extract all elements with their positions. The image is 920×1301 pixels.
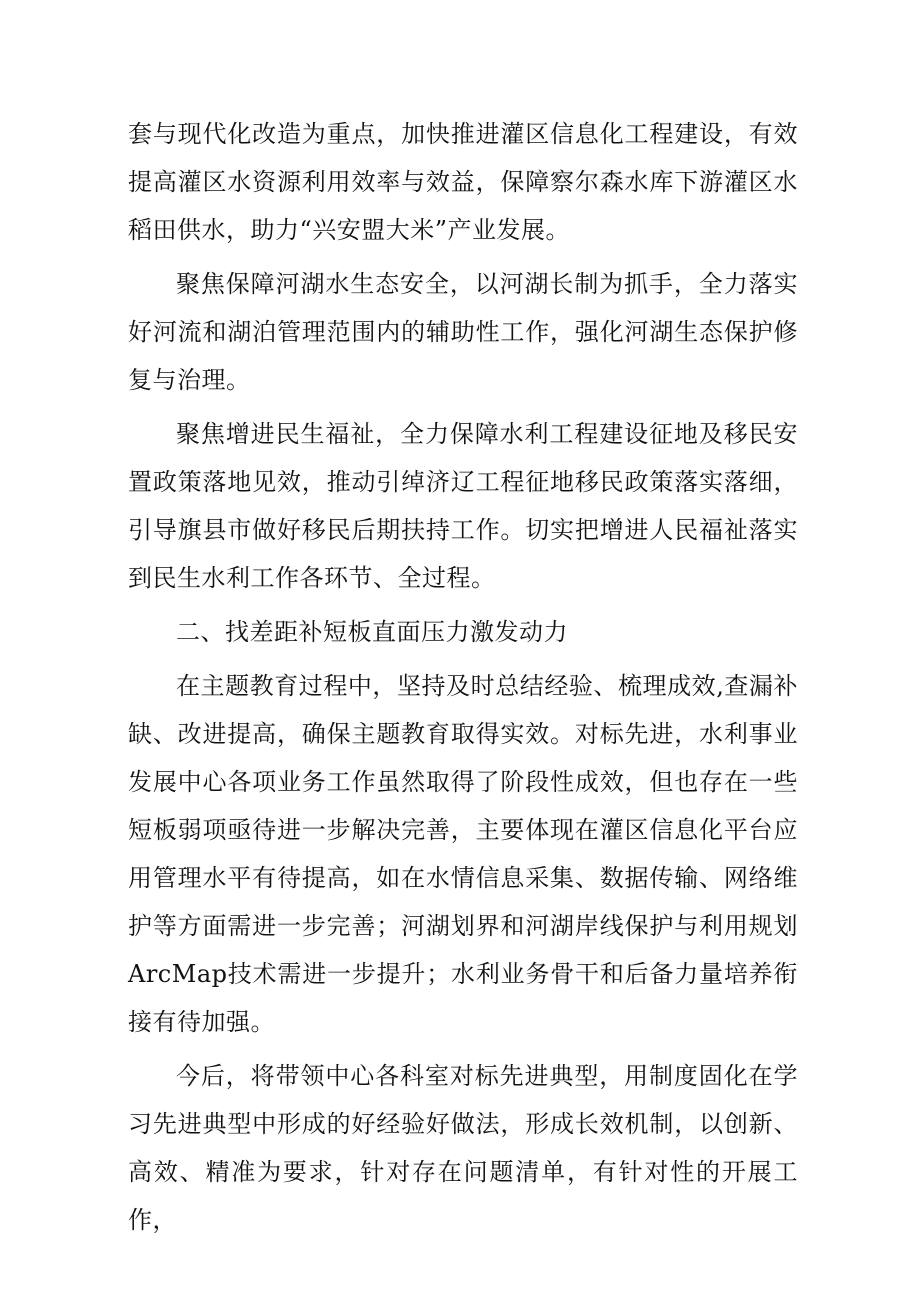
paragraph-gaps: 在主题教育过程中，坚持及时总结经验、梳理成效,查漏补缺、改进提高，确保主题教育取得实效。对标先进，水利事业发展中心各项业务工作虽然取得了阶段性成效，但也存在一些短板弱项亟待进一步解决完善，主要体现在灌区信息化平台应用管理水平有待提高，如在水情信息采集、数据传输、网络维护等方面需进一步完善；河湖划界和河湖岸线保护与利用规划ArcMap技术需进一步提升；水利业务骨干和后备力量培养衔接有待加强。	[128, 672, 798, 1036]
document-body	[128, 110, 798, 1250]
paragraph-livelihood: 聚焦增进民生福祉，全力保障水利工程建设征地及移民安置政策落地见效，推动引绰济辽工程征地移民政策落实落细，引导旗县市做好移民后期扶持工作。切实把增进人民福祉落实到民生水利工作各环节、全过程。	[128, 420, 798, 592]
paragraph-continued: 套与现代化改造为重点，加快推进灌区信息化工程建设，有效提高灌区水资源利用效率与效益，保障察尔森水库下游灌区水稻田供水，助力“兴安盟大米”产业发展。	[128, 120, 798, 244]
paragraph-river-lake-ecology: 聚焦保障河湖水生态安全，以河湖长制为抓手，全力落实好河流和湖泊管理范围内的辅助性工作，强化河湖生态保护修复与治理。	[128, 270, 798, 394]
paragraph-future-plans: 今后，将带领中心各科室对标先进典型，用制度固化在学习先进典型中形成的好经验好做法，形成长效机制，以创新、高效、精准为要求，针对存在问题清单，有针对性的开展工作，	[128, 1062, 798, 1234]
section-heading: 二、找差距补短板直面压力激发动力	[176, 618, 568, 646]
